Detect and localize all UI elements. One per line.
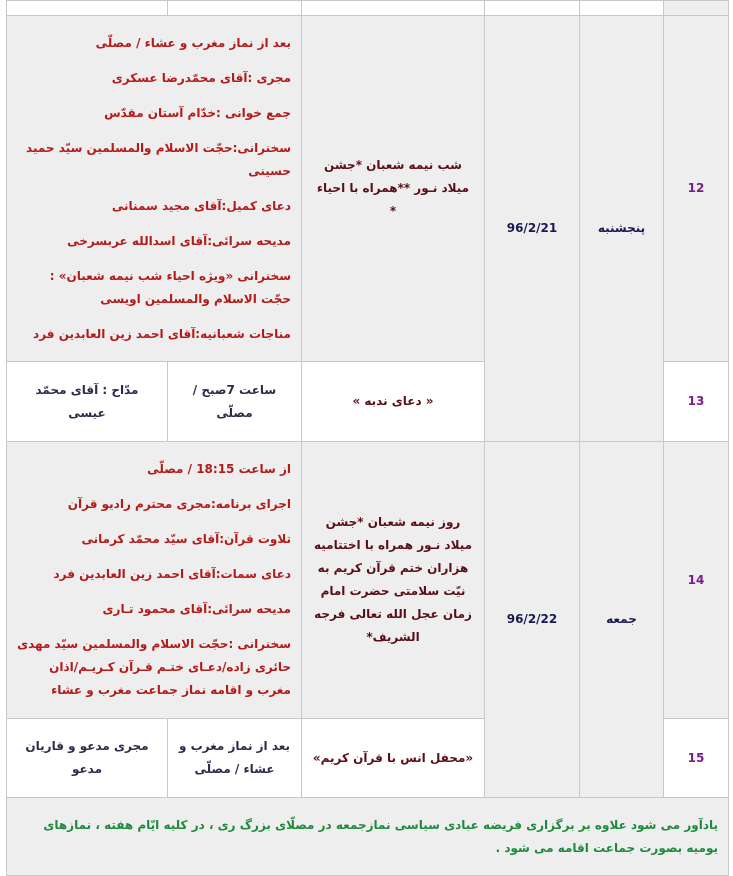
date-cell: 96/2/22 [485, 442, 580, 798]
program-details [7, 442, 302, 719]
program-details [7, 16, 302, 362]
number-cell [664, 1, 729, 16]
program-line: مناجات شعبانیه:آقای احمد زین العابدین فرد [33, 326, 291, 341]
program-line: مدیحه سرائی:آقای اسدالله عربسرخی [67, 233, 291, 248]
row-number: 14 [664, 442, 729, 719]
row-number: 12 [664, 16, 729, 362]
program-line: جمع خوانی :خدّام آستان مقدّس [104, 105, 291, 120]
event-title: شب نیمه شعبان *جشن میلاد نـور **همراه با احیاء * [302, 16, 485, 362]
table-row-partial [7, 1, 729, 16]
row-number: 13 [664, 362, 729, 442]
performer-cell: مدّاح : آقای محمّد عیسی [7, 362, 168, 442]
footer-note-row [7, 798, 729, 876]
event-cell [302, 1, 485, 16]
event-title: «محفل انس با قرآن کریم» [302, 719, 485, 798]
date-cell [485, 1, 580, 16]
program-line: مدیحه سرائی:آقای محمود تـاری [102, 602, 291, 616]
time-cell: ساعت 7صبح / مصلّی [168, 362, 302, 442]
day-cell [580, 1, 664, 16]
program-line: اجرای برنامه:مجری محترم رادیو قرآن [67, 497, 291, 511]
program-line: سخنرانی :حجّت الاسلام والمسلمین سیّد مهدی حائری زاده/دعـای ختـم قـرآن کـریـم/اذان مغرب و اقامه نماز جماعت مغرب و عشاء [17, 637, 291, 697]
table-row-14 [7, 442, 729, 719]
program-line: دعای سمات:آقای احمد زین العابدین فرد [53, 567, 291, 581]
program-line: سخنرانی «ویژه احیاء شب نیمه شعبان» : حجّت الاسلام والمسلمین اویسی [49, 268, 291, 306]
day-cell: پنجشنبه [580, 16, 664, 442]
event-title: روز نیمه شعبان *جشن میلاد نـور همراه با اختتامیه هزاران ختم قرآن کریم به نیّت سلامتی حضرت امام زمان عجل الله تعالی فرجه الشریف* [302, 442, 485, 719]
program-line: دعای کمیل:آقای مجید سمنانی [111, 198, 291, 213]
date-cell: 96/2/21 [485, 16, 580, 442]
program-line: مجری :آقای محمّدرضا عسکری [111, 70, 291, 85]
performer-cell: مجری مدعو و قاریان مدعو [7, 719, 168, 798]
program-schedule-table [6, 0, 729, 876]
program-line: از ساعت 18:15 / مصلّی [147, 462, 291, 476]
performer-cell [7, 1, 168, 16]
event-title: « دعای ندبه » [302, 362, 485, 442]
table-row-12 [7, 16, 729, 362]
program-line: سخنرانی:حجّت الاسلام والمسلمین سیّد حمید حسینی [26, 140, 291, 178]
row-number: 15 [664, 719, 729, 798]
time-cell: بعد از نماز مغرب و عشاء / مصلّی [168, 719, 302, 798]
time-cell [168, 1, 302, 16]
program-line: بعد از نماز مغرب و عشاء / مصلّی [95, 35, 291, 50]
program-line: تلاوت قرآن:آقای سیّد محمّد کرمانی [81, 532, 291, 546]
day-cell: جمعه [580, 442, 664, 798]
footer-note: یادآور می شود علاوه بر برگزاری فریضه عبادی سیاسی نمازجمعه در مصلّای بزرگ ری ، در کلیه ایّام هفته ، نمازهای یومیه بصورت جماعت اقامه می شود . [7, 798, 729, 876]
